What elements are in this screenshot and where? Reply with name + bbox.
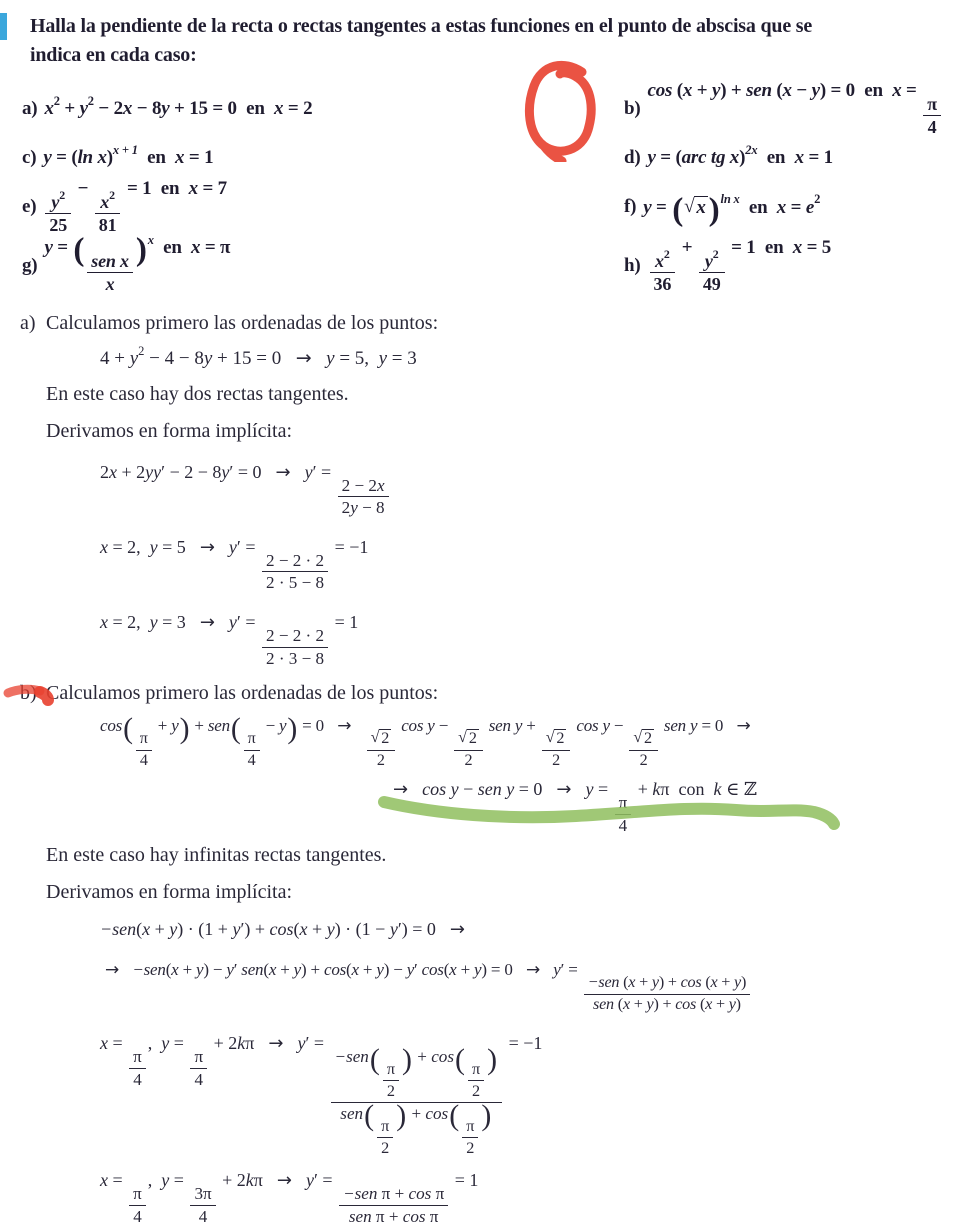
problem-h <box>570 237 831 295</box>
statement-line-1: Halla la pendiente de la recta o rectas tangentes a estas funciones en el punto de abscisa que se <box>30 15 813 37</box>
problem-a-equation: $x^2 + y^2 - 2x - 8y + 15 = 0$ en x = 2 <box>44 93 313 120</box>
problem-e-label: e) <box>22 196 37 218</box>
problem-b <box>570 80 943 138</box>
solution-b-intro: Calculamos primero las ordenadas de los puntos: <box>46 682 439 705</box>
problem-f <box>570 190 821 228</box>
problem-d-equation: y = (arc tg x)$^{2x}$ en x = 1 <box>647 142 833 169</box>
solution-a-label: a) <box>20 312 36 335</box>
problem-g <box>22 231 570 295</box>
solution-b-eq1: cos( $\frac{\pi}{4}$ + y) + sen( $\frac{\pi}{4}$ − y) = 0 → √ 2 2 cos y − √ 2 2 sen y + √ 2 2 cos y − √ 2 2 sen y = 0 → <box>100 711 751 769</box>
problem-a <box>22 93 570 120</box>
solution-a-heading <box>20 312 957 335</box>
solution-a-eq4: x = 2, y = 3 → y′ = $\frac{2 - 2 \cdot 2}{2 \cdot 3 - 8}$ = 1 <box>100 612 359 668</box>
problem-row-ef <box>22 178 957 236</box>
solution-b-eq4: → −sen(x + y) − y′ sen(x + y) + cos(x + y) − y′ cos(x + y) = 0 → y′ = $\frac{\text{−sen (x + y) + cos (x + y)}}{\text{sen (x + y) + cos (x + y)}}$ <box>100 959 957 1014</box>
solution-b <box>0 682 957 1226</box>
problem-b-equation: cos (x + y) + sen (x − y) = 0 en x = $\frac{\pi}{4}$ <box>648 80 943 138</box>
statement-line-2: indica en cada caso: <box>30 44 197 66</box>
exercise-statement <box>0 0 957 70</box>
problem-row-gh <box>22 231 957 296</box>
problem-b-label: b) <box>624 98 641 120</box>
solution-a <box>0 312 957 668</box>
solution-a-eq2: 2x + 2yy′ − 2 − 8y′ = 0 → y′ = $\frac{2 - 2x}{2y - 8}$ <box>100 461 957 518</box>
solution-b-label: b) <box>20 682 37 705</box>
problem-h-label: h) <box>624 255 641 277</box>
problem-e-equation: $\frac{y^2}{25}$ − $\frac{x^2}{81}$ = 1 en x = 7 <box>43 178 227 236</box>
solution-b-eq5: x = $\frac{\pi}{4}$ , y = $\frac{\pi}{4}$ + 2kπ → y′ = −sen( $\frac{\pi}{2}$ ) + cos( $\frac{\pi}{2}$ ) sen( $\frac{\pi}{2}$ ) + cos( $\frac{\pi}{2}$ ) = −1 <box>100 1033 543 1157</box>
problem-row-ab <box>22 80 957 138</box>
problem-e <box>22 178 570 236</box>
solution-b-note1: En este caso hay infinitas rectas tangentes. <box>46 843 387 866</box>
solution-a-eq3: x = 2, y = 5 → y′ = $\frac{2 - 2 \cdot 2}{2 \cdot 5 - 8}$ = −1 <box>100 536 369 593</box>
problem-g-label: g) <box>22 255 38 277</box>
solution-a-intro: Calculamos primero las ordenadas de los puntos: <box>46 312 439 335</box>
problem-h-equation: $\frac{x^2}{36}$ + $\frac{y^2}{49}$ = 1 en x = 5 <box>648 237 832 295</box>
problem-f-equation: y = ( √ x )$^{ln x}$ en $x = e^2$ <box>643 190 821 228</box>
problem-list <box>22 80 957 296</box>
solution-b-eq3: −sen(x + y) · (1 + y′) + cos(x + y) · (1 − y′) = 0 → <box>100 918 466 940</box>
problem-c-equation: y = (ln x)$^{x + 1}$ en x = 1 <box>43 142 214 169</box>
solution-a-eq1: $4 + y^2 - 4 - 8y + 15 = 0$ → y = 5, y = 3 <box>100 343 417 370</box>
problem-g-equation: y = ( $\frac{\text{sen x}}{x}$ )$^x$ en x = π <box>44 231 231 295</box>
solution-a-note2: Derivamos en forma implícita: <box>46 419 293 442</box>
problem-a-label: a) <box>22 98 38 120</box>
problem-d <box>570 142 833 169</box>
problem-c <box>22 142 570 169</box>
solution-b-eq2: → cos y − sen y = 0 → y = $\frac{\pi}{4}$ + kπ con k ∈ ℤ <box>393 779 757 835</box>
problem-f-label: f) <box>624 196 637 218</box>
solution-b-heading <box>20 682 957 705</box>
problem-c-label: c) <box>22 147 37 169</box>
problem-d-label: d) <box>624 147 641 169</box>
problem-row-cd <box>22 138 957 178</box>
solution-b-eq6: x = $\frac{\pi}{4}$ , y = $\frac{3\pi}{4}$ + 2kπ → y′ = $\frac{\text{−sen π + cos π}}{\text{sen π + cos π}}$ = 1 <box>100 1170 479 1226</box>
solution-a-note1: En este caso hay dos rectas tangentes. <box>46 382 349 405</box>
solution-b-note2: Derivamos en forma implícita: <box>46 880 293 903</box>
